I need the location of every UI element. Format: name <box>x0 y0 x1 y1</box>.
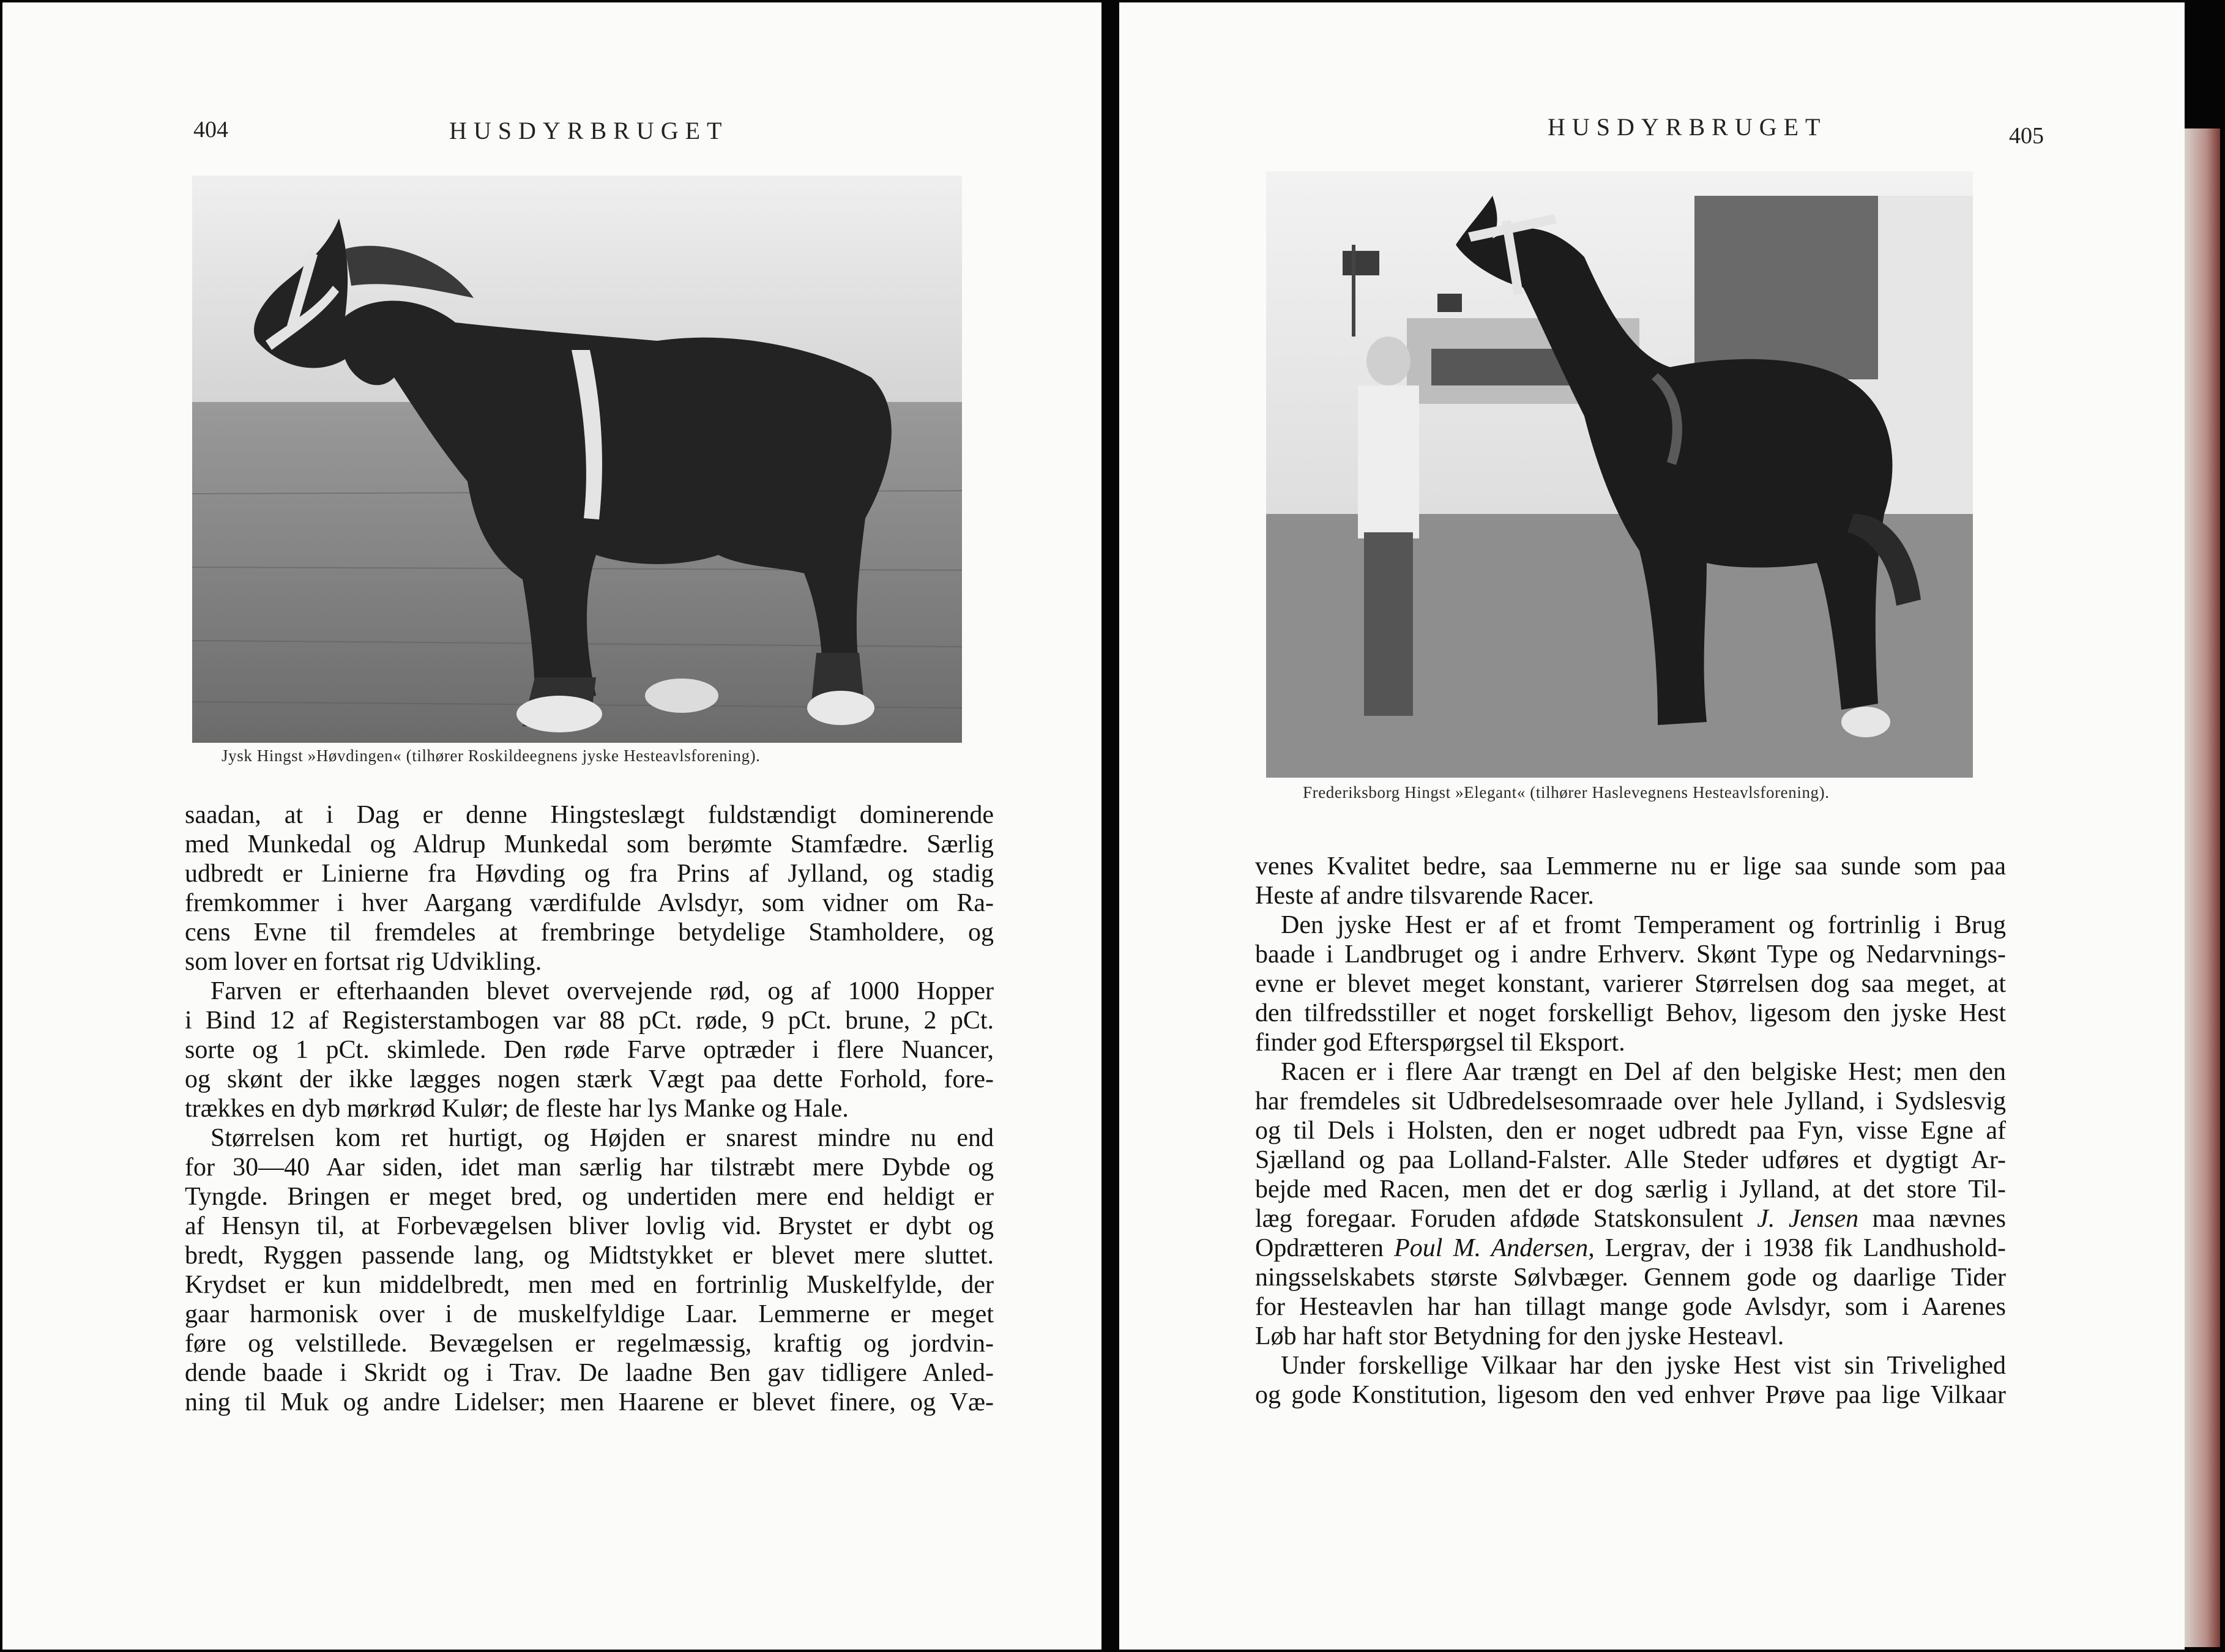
text-line: saadan, at i Dag er denne Hingsteslægt fuldstændigt dominerende <box>185 801 994 829</box>
text-line: ningsselskabets største Sølvbæger. Gennem gode og daarlige Tider <box>1255 1263 2006 1292</box>
text-line: evne er blevet meget konstant, varierer Størrelsen dog saa meget, at <box>1255 970 2006 998</box>
person-name: J. Jensen <box>1757 1205 1859 1233</box>
text-line: den tilfredsstiller et noget forskelligt Behov, ligesom den jyske Hest <box>1255 999 2006 1027</box>
page-number: 405 <box>2009 123 2044 149</box>
text-line: bejde med Racen, men det er dog særlig i Jylland, at det store Til- <box>1255 1175 2006 1204</box>
text-line: sorte og 1 pCt. skimlede. Den røde Farve optræder i flere Nuancer, <box>185 1036 994 1064</box>
text-line: Størrelsen kom ret hurtigt, og Højden er snarest mindre nu end <box>211 1124 994 1152</box>
left-page <box>2 2 1101 1650</box>
text-line: Heste af andre tilsvarende Racer. <box>1255 882 1594 910</box>
right-page <box>1119 2 2185 1650</box>
text-segment: læg foregaar. Foruden afdøde Statskonsulent <box>1255 1205 1743 1233</box>
horse-photo-hovdingen <box>192 176 962 743</box>
text-line: for 30—40 Aar siden, idet man særlig har tilstræbt mere Dybde og <box>185 1153 994 1181</box>
text-line: dende baade i Skridt og i Trav. De laadne Ben gav tidligere Anled- <box>185 1359 994 1387</box>
text-line: og gode Konstitution, ligesom den ved enhver Prøve paa lige Vilkaar <box>1255 1381 2006 1409</box>
text-line: som lover en fortsat rig Udvikling. <box>185 948 542 976</box>
text-line: Tyngde. Bringen er meget bred, og undertiden mere end heldigt er <box>185 1183 994 1211</box>
right-body-text <box>1255 852 2006 1410</box>
text-line: i Bind 12 af Registerstambogen var 88 pCt. røde, 9 pCt. brune, 2 pCt. <box>185 1006 994 1035</box>
figure-caption: Jysk Hingst »Høvdingen« (tilhører Roskildeegnens jyske Hesteavlsforening). <box>222 746 761 765</box>
text-line: Krydset er kun middelbredt, men med en fortrinlig Muskelfylde, der <box>185 1271 994 1299</box>
text-line: cens Evne til fremdeles at frembringe betydelige Stamholdere, og <box>185 918 994 947</box>
running-head: HUSDYRBRUGET <box>449 117 729 144</box>
text-line: af Hensyn til, at Forbevægelsen bliver lovlig vid. Brystet er dybt og <box>185 1212 994 1240</box>
person-name: Poul M. Andersen, <box>1394 1234 1595 1262</box>
text-segment: maa nævnes <box>1872 1205 2007 1233</box>
text-line: har fremdeles sit Udbredelsesomraade over hele Jylland, i Sydslesvig <box>1255 1087 2006 1115</box>
text-line: bredt, Ryggen passende lang, og Midtstykket er blevet mere sluttet. <box>185 1241 994 1270</box>
text-line: Den jyske Hest er af et fromt Temperament og fortrinlig i Brug <box>1281 911 2006 939</box>
text-line: gaar harmonisk over i de muskelfyldige Laar. Lemmerne er meget <box>185 1300 994 1328</box>
text-segment: Opdrætteren <box>1255 1234 1384 1262</box>
text-line: Racen er i flere Aar trængt en Del af den belgiske Hest; men den <box>1281 1058 2006 1086</box>
text-line: fremkommer i hver Aargang værdifulde Avlsdyr, som vidner om Ra- <box>185 889 994 917</box>
left-body-text <box>185 800 994 1417</box>
text-line <box>1255 1233 2006 1263</box>
page-number: 404 <box>193 117 228 143</box>
text-line: Farven er efterhaanden blevet overvejende rød, og af 1000 Hopper <box>211 977 994 1005</box>
text-line <box>1255 1204 2006 1233</box>
text-line: Under forskellige Vilkaar har den jyske Hest vist sin Trivelighed <box>1281 1352 2006 1380</box>
horse-photo-elegant <box>1266 171 1973 778</box>
text-line: med Munkedal og Aldrup Munkedal som berømte Stamfædre. Særlig <box>185 830 994 858</box>
text-line: føre og velstillede. Bevægelsen er regelmæssig, kraftig og jordvin- <box>185 1330 994 1358</box>
text-line: Løb har haft stor Betydning for den jyske Hesteavl. <box>1255 1322 1784 1350</box>
text-line: for Hesteavlen har han tillagt mange gode Avlsdyr, som i Aarenes <box>1255 1293 2006 1321</box>
text-line: baade i Landbruget og i andre Erhverv. Skønt Type og Nedarvnings- <box>1255 940 2006 969</box>
text-line: venes Kvalitet bedre, saa Lemmerne nu er lige saa sunde som paa <box>1255 852 2006 880</box>
text-segment: Lergrav, der i 1938 fik Landhushold- <box>1604 1234 2006 1262</box>
text-line: og til Dels i Holsten, den er noget udbredt paa Fyn, visse Egne af <box>1255 1117 2006 1145</box>
text-line: trækkes en dyb mørkrød Kulør; de fleste har lys Manke og Hale. <box>185 1095 849 1123</box>
text-line: udbredt er Linierne fra Høvding og fra Prins af Jylland, og stadig <box>185 860 994 888</box>
text-line: finder god Efterspørgsel til Eksport. <box>1255 1029 1625 1057</box>
text-line: ning til Muk og andre Lidelser; men Haarene er blevet finere, og Væ- <box>185 1388 994 1416</box>
book-edge <box>2185 128 2220 1647</box>
text-line: og skønt der ikke lægges nogen stærk Vægt paa dette Forhold, fore- <box>185 1065 994 1093</box>
text-line: Sjælland og paa Lolland-Falster. Alle Steder udføres et dygtigt Ar- <box>1255 1146 2006 1174</box>
figure-caption: Frederiksborg Hingst »Elegant« (tilhører Haslevegnens Hesteavlsforening). <box>1303 783 1830 802</box>
running-head: HUSDYRBRUGET <box>1548 113 1827 141</box>
